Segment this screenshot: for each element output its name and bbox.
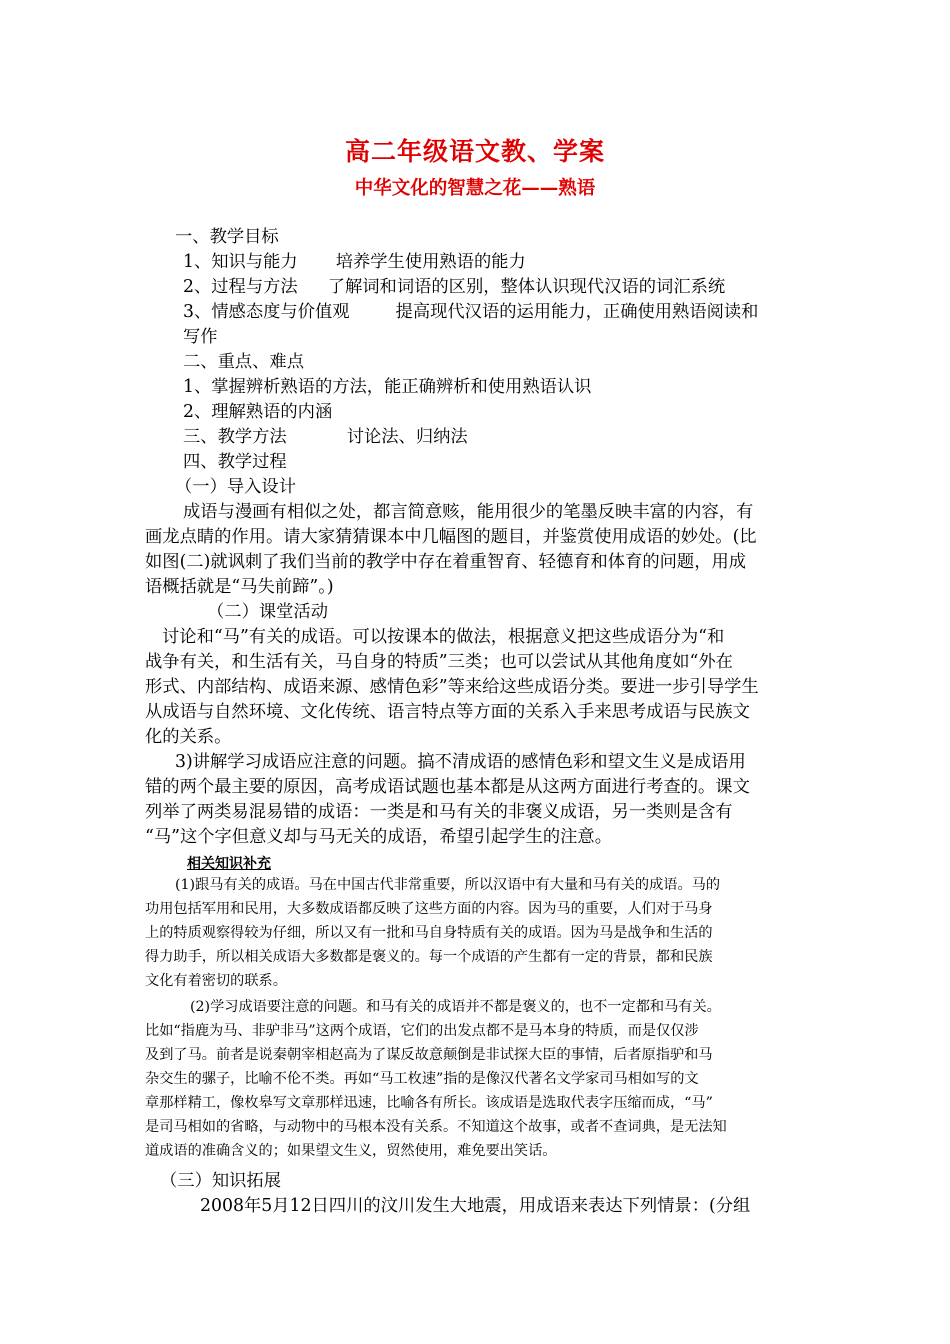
supplement-line: (1)跟马有关的成语。马在中国古代非常重要，所以汉语中有大量和马有关的成语。马的 xyxy=(175,877,721,893)
objective-3-label: 3、情感态度与价值观 xyxy=(183,302,350,322)
objective-2-label: 2、过程与方法 xyxy=(183,277,298,297)
objective-1-label: 1、知识与能力 xyxy=(183,252,298,272)
objective-1 xyxy=(183,249,847,275)
activity-line: 形式、内部结构、成语来源、感情色彩”等来给这些成语分类。要进一步引导学生 xyxy=(145,677,759,697)
intro-line: 画龙点睛的作用。请大家猜猜课本中几幅图的题目，并鉴赏使用成语的妙处。(比 xyxy=(145,527,757,547)
supplement-line: 得力助手，所以相关成语大多数都是褒义的。每一个成语的产生都有一定的背景，都和民族 xyxy=(145,949,713,965)
objective-3-text: 提高现代汉语的运用能力，正确使用熟语阅读和 xyxy=(395,302,759,322)
methods-row xyxy=(183,424,847,450)
objective-3-continued: 写作 xyxy=(183,327,218,347)
process-heading: 四、教学过程 xyxy=(183,452,287,472)
objective-2-text: 了解词和词语的区别，整体认识现代汉语的词汇系统 xyxy=(327,277,726,297)
activity-line: 化的关系。 xyxy=(145,727,232,747)
objective-3 xyxy=(183,299,847,325)
focus-item-2: 2、理解熟语的内涵 xyxy=(183,402,333,422)
supplement-line: 是司马相如的省略，与动物中的马根本没有关系。不知道这个故事，或者不查词典，是无法知 xyxy=(145,1119,727,1135)
objective-1-text: 培养学生使用熟语的能力 xyxy=(335,252,526,272)
objectives-heading: 一、教学目标 xyxy=(175,227,279,247)
point3-line: 3)讲解学习成语应注意的问题。搞不清成语的感情色彩和望文生义是成语用 xyxy=(175,752,746,772)
point3-line: 列举了两类易混易错的成语：一类是和马有关的非褒义成语，另一类则是含有 xyxy=(145,802,733,822)
supplement-line: 道成语的准确含义的；如果望文生义，贸然使用，难免要出笑话。 xyxy=(145,1143,557,1159)
supplement-line: 及到了马。前者是说秦朝宰相赵高为了谋反故意颠倒是非试探大臣的事情，后者原指驴和马 xyxy=(145,1047,713,1063)
activity-heading: （二）课堂活动 xyxy=(207,602,328,622)
activity-line: 从成语与自然环境、文化传统、语言特点等方面的关系入手来思考成语与民族文 xyxy=(145,702,750,722)
supplement-heading: 相关知识补充 xyxy=(187,856,271,872)
intro-line: 如图(二)就讽刺了我们当前的教学中存在着重智育、轻德育和体育的问题，用成 xyxy=(145,552,747,572)
point3-line: 错的两个最主要的原因，高考成语试题也基本都是从这两方面进行考查的。课文 xyxy=(145,777,750,797)
page-title: 高二年级语文教、学案 xyxy=(344,137,605,166)
supplement-line: 杂交生的骡子，比喻不伦不类。再如“马工枚速”指的是像汉代著名文学家司马相如写的文 xyxy=(145,1071,699,1087)
supplement-line: 章那样精工，像枚皋写文章那样迅速，比喻各有所长。该成语是选取代表字压缩而成，“马” xyxy=(145,1095,713,1111)
objective-2 xyxy=(183,274,847,300)
supplement-line: 上的特质观察得较为仔细，所以又有一批和马自身特质有关的成语。因为马是战争和生活的 xyxy=(145,925,713,941)
supplement-line: 功用包括军用和民用，大多数成语都反映了这些方面的内容。因为马的重要，人们对于马身 xyxy=(145,901,713,917)
page-subtitle: 中华文化的智慧之花——熟语 xyxy=(354,178,596,199)
point3-line: “马”这个字但意义却与马无关的成语，希望引起学生的注意。 xyxy=(145,827,612,847)
supplement-line: (2)学习成语要注意的问题。和马有关的成语并不都是褒义的，也不一定都和马有关。 xyxy=(190,999,721,1015)
focus-item-1: 1、掌握辨析熟语的方法，能正确辨析和使用熟语认识 xyxy=(183,377,592,397)
intro-heading: （一）导入设计 xyxy=(175,477,296,497)
intro-line: 成语与漫画有相似之处，都言简意赅，能用很少的笔墨反映丰富的内容，有 xyxy=(183,502,754,522)
focus-heading: 二、重点、难点 xyxy=(183,352,304,372)
extension-line: 2008年5月12日四川的汶川发生大地震，用成语来表达下列情景：(分组 xyxy=(200,1196,751,1216)
methods-text: 讨论法、归纳法 xyxy=(346,427,468,447)
supplement-line: 文化有着密切的联系。 xyxy=(145,973,287,989)
activity-line: 战争有关，和生活有关，马自身的特质”三类；也可以尝试从其他角度如“外在 xyxy=(145,652,733,672)
activity-line: 讨论和“马”有关的成语。可以按课本的做法，根据意义把这些成语分为“和 xyxy=(162,627,725,647)
extension-heading: （三）知识拓展 xyxy=(160,1171,281,1191)
methods-heading: 三、教学方法 xyxy=(183,427,287,447)
intro-line: 语概括就是“马失前蹄”。) xyxy=(145,577,334,597)
supplement-line: 比如“指鹿为马、非驴非马”这两个成语，它们的出发点都不是马本身的特质，而是仅仅涉 xyxy=(145,1023,699,1039)
